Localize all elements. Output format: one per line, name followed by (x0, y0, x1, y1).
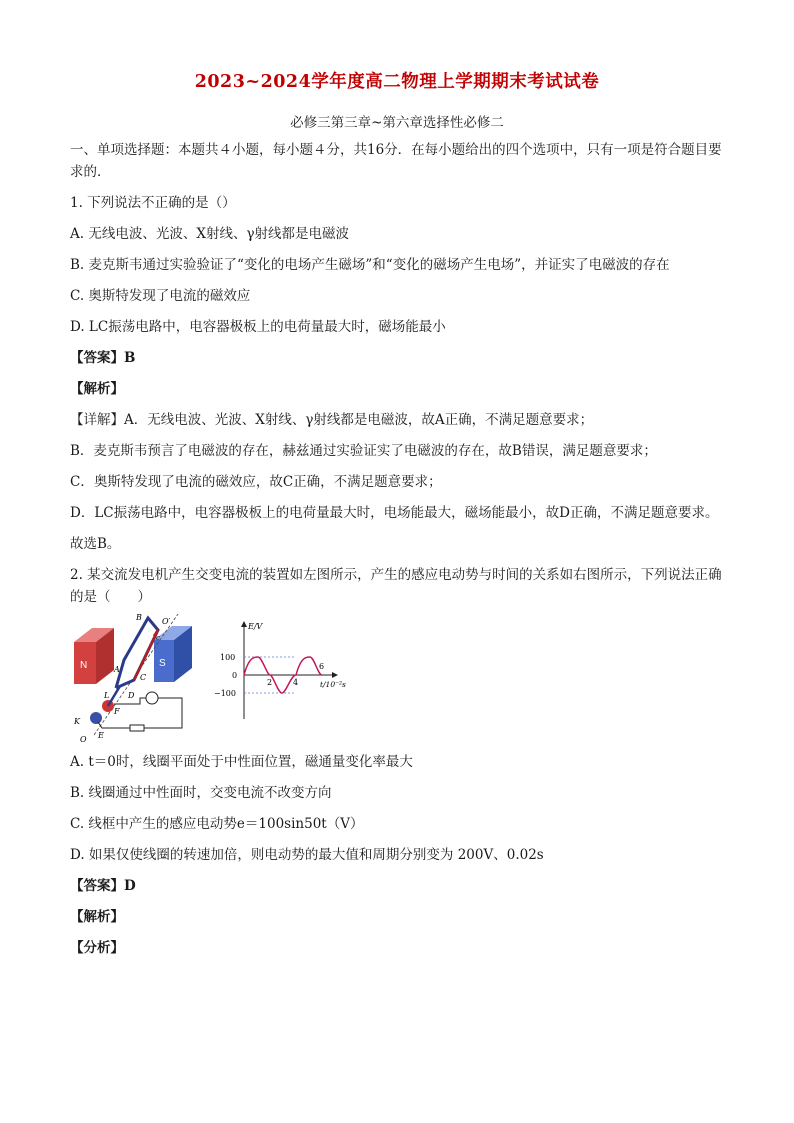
label-d: D (128, 691, 135, 700)
graph-x-label: t/10⁻²s (320, 680, 346, 689)
resistor-icon (130, 725, 144, 731)
label-l: L (104, 691, 110, 700)
magnet-s-label: S (159, 658, 166, 669)
slip-ring-lower (90, 712, 102, 724)
graph-y-tick-neg100: −100 (214, 689, 236, 698)
q1-detail-b: B．麦克斯韦预言了电磁波的存在，赫兹通过实验证实了电磁波的存在，故B错误，满足题意要求； (70, 443, 657, 459)
q1-detail-c: C．奥斯特发现了电流的磁效应，故C正确，不满足题意要求； (70, 474, 442, 490)
graph-x-tick-6: 6 (319, 662, 325, 671)
graph-y-tick-100: 100 (220, 653, 236, 662)
generator-diagram (70, 610, 200, 745)
magnet-n-label: N (80, 660, 88, 671)
q1-option-c: C. 奥斯特发现了电流的磁效应 (70, 288, 251, 304)
graph-y-label: E/V (248, 622, 263, 631)
q2-figure (70, 610, 724, 745)
q2-answer: 【答案】D (70, 878, 136, 894)
q2-analysis-sub: 【分析】 (70, 940, 124, 956)
graph-x-tick-4: 4 (293, 678, 299, 687)
q1-option-d: D. LC振荡电路中，电容器极板上的电荷量最大时，磁场能最小 (70, 319, 446, 335)
exam-title: 2023~2024学年度高二物理上学期期末考试试卷 (194, 72, 600, 92)
q1-analysis-label: 【解析】 (70, 381, 124, 397)
graph-x-tick-2: 2 (267, 678, 273, 687)
q2-option-d: D. 如果仅使线圈的转速加倍，则电动势的最大值和周期分别变为 200V、0.02s (70, 847, 544, 863)
q1-stem: 1. 下列说法不正确的是（） (70, 195, 236, 211)
q1-conclusion: 故选B。 (70, 536, 121, 552)
q1-option-b: B. 麦克斯韦通过实验验证了“变化的电场产生磁场”和“变化的磁场产生电场”，并证实了电磁波的存在 (70, 257, 670, 273)
label-c-small: c (156, 634, 160, 642)
coil-lead-1 (108, 686, 120, 706)
emf-time-graph (210, 617, 370, 727)
coil-blue (116, 618, 158, 688)
graph-x-arrow (332, 672, 338, 678)
exam-subtitle: 必修三第三章~第六章选择性必修二 (290, 115, 504, 131)
q1-detail-d: D．LC振荡电路中，电容器极板上的电荷量最大时，电场能最大，磁场能最小，故D正确，不满足题意要求。 (70, 505, 719, 521)
q1-answer: 【答案】B (70, 350, 136, 366)
q1-option-a: A. 无线电波、光波、X射线、γ射线都是电磁波 (70, 226, 350, 242)
q2-option-a: A. t＝0时，线圈平面处于中性面位置，磁通量变化率最大 (70, 754, 413, 770)
label-b: B (136, 613, 142, 622)
circuit-wire-2 (98, 722, 130, 728)
q2-option-c: C. 线框中产生的感应电动势e＝100sin50t（V） (70, 816, 364, 832)
label-c: C (140, 673, 147, 682)
label-o: O (80, 735, 87, 744)
graph-y-arrow (241, 621, 247, 627)
label-e: E (98, 731, 104, 740)
label-k: K (74, 717, 80, 726)
meter-icon (146, 692, 158, 704)
label-a: A (114, 665, 120, 674)
label-o-prime: O′ (162, 617, 171, 626)
graph-y-tick-0: 0 (232, 671, 238, 680)
label-f: F (114, 707, 120, 716)
q1-detail-a: 【详解】A．无线电波、光波、X射线、γ射线都是电磁波，故A正确，不满足题意要求； (70, 412, 594, 428)
q2-option-b: B. 线圈通过中性面时，交变电流不改变方向 (70, 785, 332, 801)
q2-stem: 2. 某交流发电机产生交变电流的装置如左图所示，产生的感应电动势与时间的关系如右图所示，下列说法正确的是（ ） (70, 567, 722, 605)
q2-analysis-label: 【解析】 (70, 909, 124, 925)
section-header: 一、单项选择题：本题共４小题，每小题４分，共16分．在每小题给出的四个选项中，只有一项是符合题目要求的． (70, 142, 722, 180)
